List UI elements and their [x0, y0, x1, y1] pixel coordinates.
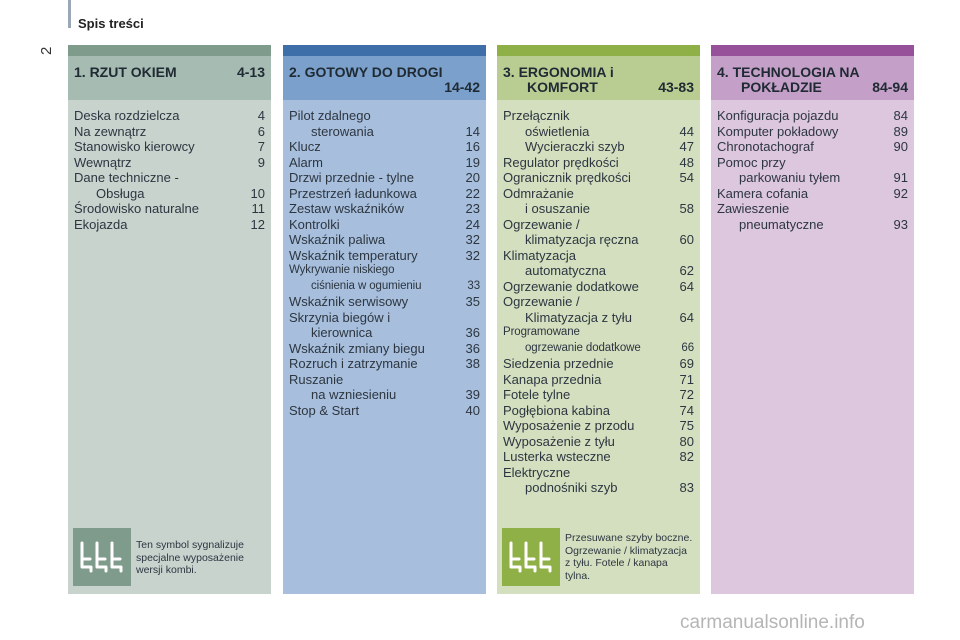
- toc-entry-label: Kanapa przednia: [503, 371, 602, 387]
- toc-entry[interactable]: [503, 124, 694, 140]
- toc-entry[interactable]: [717, 201, 908, 217]
- section-color-bar: [283, 45, 486, 56]
- toc-entry[interactable]: [289, 232, 480, 248]
- toc-entry-label: Wykrywanie niskiego: [289, 264, 395, 276]
- toc-entry-page: 33: [467, 279, 480, 292]
- section-title: 3. ERGONOMIA i: [503, 64, 614, 80]
- toc-entry-page: 35: [465, 294, 480, 309]
- toc-entry[interactable]: [503, 387, 694, 403]
- toc-entry[interactable]: [503, 139, 694, 155]
- toc-entry-label: i osuszanie: [525, 201, 591, 216]
- toc-entry-page: 69: [679, 356, 694, 371]
- toc-entry-label: Klimatyzacja z tyłu: [525, 309, 632, 325]
- toc-entry-page: 48: [679, 154, 694, 170]
- toc-entry-page: 7: [257, 139, 265, 154]
- toc-entry-page: 80: [679, 433, 694, 449]
- toc-entry-page: 84: [893, 108, 908, 123]
- toc-entry-page: 92: [893, 185, 908, 201]
- toc-entry-page: 32: [465, 232, 480, 247]
- toc-entry-page: 6: [257, 123, 265, 139]
- toc-entry[interactable]: [289, 139, 480, 155]
- toc-entry-page: 74: [679, 402, 694, 418]
- toc-entry-label: Wewnątrz: [74, 154, 132, 170]
- toc-entry-label: oświetlenia: [525, 123, 590, 139]
- toc-entry[interactable]: [289, 201, 480, 217]
- toc-entry-label: Pilot zdalnego: [289, 108, 371, 123]
- toc-entry-page: 83: [679, 480, 694, 495]
- toc-entry[interactable]: [503, 480, 694, 496]
- toc-entry-label: Odmrażanie: [503, 185, 574, 201]
- toc-entry[interactable]: [503, 186, 694, 202]
- section-heading[interactable]: [711, 56, 914, 100]
- toc-entry-page: 64: [679, 278, 694, 294]
- toc-entry[interactable]: [289, 217, 480, 233]
- toc-entry[interactable]: [289, 403, 480, 419]
- toc-entry-label: Komputer pokładowy: [717, 123, 839, 139]
- section-note: Ten symbol sygnalizuje specjalne wyposażenie wersji kombi.: [136, 539, 244, 576]
- toc-entry-label: sterowania: [311, 123, 374, 139]
- toc-entry[interactable]: [289, 325, 480, 341]
- toc-entry-label: Siedzenia przednie: [503, 356, 614, 371]
- toc-entry-page: 4: [257, 108, 265, 123]
- toc-entry-page: 36: [465, 325, 480, 340]
- toc-entry[interactable]: [289, 155, 480, 171]
- toc-entry[interactable]: [717, 155, 908, 171]
- toc-entry[interactable]: [503, 310, 694, 326]
- section-range: 43-83: [658, 79, 694, 95]
- toc-entry-label: Kamera cofania: [717, 185, 809, 201]
- toc-entry-label: Obsługa: [96, 185, 145, 201]
- toc-entry-label: Wskaźnik zmiany biegu: [289, 340, 425, 356]
- toc-entry-label: Konfiguracja pojazdu: [717, 108, 839, 123]
- section-range: 14-42: [444, 79, 480, 95]
- toc-entry-label: klimatyzacja ręczna: [525, 232, 639, 247]
- toc-entry-label: ciśnienia w ogumieniu: [311, 279, 422, 292]
- toc-entry-label: Ekojazda: [74, 216, 128, 232]
- toc-entry-page: 23: [465, 201, 480, 216]
- toc-entry-label: Środowisko naturalne: [74, 201, 200, 216]
- toc-entry-page: 75: [679, 418, 694, 433]
- toc-entry-page: 39: [465, 387, 480, 402]
- toc-entry[interactable]: [717, 124, 908, 140]
- toc-entry[interactable]: [74, 124, 265, 140]
- toc-entry-label: Na zewnątrz: [74, 123, 147, 139]
- toc-entry-page: 22: [465, 185, 480, 201]
- toc-entry-page: 19: [465, 154, 480, 170]
- toc-entry-page: 44: [679, 123, 694, 139]
- section-title: 2. GOTOWY DO DROGI: [289, 64, 443, 80]
- toc-entry[interactable]: [503, 232, 694, 248]
- toc-entry-page: 11: [251, 201, 265, 216]
- toc-entry[interactable]: [503, 356, 694, 372]
- section-technologia-na-pokladzie: [711, 45, 914, 594]
- toc-entry-label: Wycieraczki szyb: [525, 139, 625, 154]
- toc-entry-label: Wskaźnik temperatury: [289, 247, 418, 263]
- toc-entry[interactable]: [289, 108, 480, 124]
- toc-entry-page: 47: [679, 139, 694, 154]
- toc-entry-label: Dane techniczne -: [74, 170, 179, 185]
- toc-list: [503, 108, 694, 496]
- section-range: 84-94: [872, 79, 908, 95]
- toc-entry[interactable]: [717, 217, 908, 233]
- section-ergonomia-i-komfort: [497, 45, 700, 594]
- toc-entry[interactable]: [74, 170, 265, 186]
- toc-entry-label: Programowane: [503, 326, 580, 338]
- toc-entry[interactable]: [503, 294, 694, 310]
- toc-entry-page: 24: [465, 216, 480, 232]
- toc-entry-label: Regulator prędkości: [503, 154, 619, 170]
- section-color-bar: [711, 45, 914, 56]
- section-title: 4. TECHNOLOGIA NA: [717, 64, 860, 80]
- toc-list: [717, 108, 908, 232]
- toc-entry-label: Pomoc przy: [717, 154, 786, 170]
- toc-entry-page: 36: [465, 340, 480, 356]
- toc-entry-page: 66: [681, 341, 694, 354]
- seats-icon: [506, 539, 556, 575]
- toc-entry-label: na wzniesieniu: [311, 387, 397, 402]
- toc-entry-page: 16: [465, 139, 480, 154]
- toc-entry-page: 9: [257, 154, 265, 170]
- toc-entry[interactable]: [289, 186, 480, 202]
- toc-entry-label: Ogranicznik prędkości: [503, 170, 631, 185]
- toc-entry-label: Ogrzewanie /: [503, 294, 580, 309]
- toc-entry[interactable]: [289, 294, 480, 310]
- toc-entry-label: Drzwi przednie - tylne: [289, 170, 414, 185]
- toc-entry-label: Chronotachograf: [717, 139, 814, 154]
- toc-entry-page: 62: [679, 263, 694, 278]
- section-heading[interactable]: [68, 56, 271, 100]
- toc-entry[interactable]: [289, 387, 480, 403]
- toc-entry[interactable]: [289, 124, 480, 140]
- toc-entry[interactable]: [503, 341, 694, 357]
- toc-entry-page: 90: [893, 139, 908, 154]
- toc-entry-label: Wyposażenie z przodu: [503, 418, 635, 433]
- section-title-line2: POKŁADZIE: [741, 79, 822, 95]
- toc-entry-label: Deska rozdzielcza: [74, 108, 180, 123]
- toc-entry[interactable]: [503, 279, 694, 295]
- toc-entry-label: Przestrzeń ładunkowa: [289, 185, 417, 201]
- section-range: 4-13: [236, 64, 265, 80]
- toc-entry[interactable]: [289, 341, 480, 357]
- toc-entry-label: Wskaźnik serwisowy: [289, 294, 409, 309]
- toc-entry[interactable]: [74, 217, 265, 233]
- section-heading[interactable]: [497, 56, 700, 100]
- toc-entry-page: 12: [250, 216, 265, 232]
- toc-entry[interactable]: [503, 434, 694, 450]
- toc-entry-label: Lusterka wsteczne: [503, 449, 611, 464]
- toc-list: [289, 108, 480, 418]
- toc-entry[interactable]: [289, 248, 480, 264]
- toc-entry[interactable]: [503, 155, 694, 171]
- toc-entry[interactable]: [503, 263, 694, 279]
- toc-entry[interactable]: [289, 356, 480, 372]
- toc-entry-label: Ogrzewanie /: [503, 216, 580, 232]
- toc-entry-label: ogrzewanie dodatkowe: [525, 341, 641, 354]
- seats-icon: [77, 539, 127, 575]
- toc-entry-label: Ruszanie: [289, 371, 344, 387]
- watermark: carmanualsonline.info: [680, 612, 865, 633]
- section-gotowy-do-drogi: [283, 45, 486, 594]
- toc-entry-label: Rozruch i zatrzymanie: [289, 356, 418, 371]
- toc-entry-label: parkowaniu tyłem: [739, 170, 841, 185]
- toc-entry-label: Zestaw wskaźników: [289, 201, 404, 216]
- toc-entry[interactable]: [503, 372, 694, 388]
- header-side-line: [68, 0, 71, 28]
- toc-entry-page: 58: [679, 201, 694, 216]
- toc-entry-page: 71: [679, 371, 694, 387]
- toc-entry-page: 91: [893, 170, 908, 185]
- toc-entry-page: 10: [250, 185, 265, 201]
- section-heading[interactable]: [283, 56, 486, 100]
- toc-entry[interactable]: [74, 186, 265, 202]
- toc-entry-label: Zawieszenie: [717, 201, 790, 216]
- toc-entry[interactable]: [717, 108, 908, 124]
- toc-entry-label: Wyposażenie z tyłu: [503, 433, 615, 449]
- seats-icon-box: [502, 528, 560, 586]
- toc-list: [74, 108, 265, 232]
- section-title: 1. RZUT OKIEM: [74, 64, 177, 80]
- toc-entry[interactable]: [717, 170, 908, 186]
- toc-entry[interactable]: [74, 155, 265, 171]
- toc-entry-page: 89: [893, 123, 908, 139]
- section-color-bar: [497, 45, 700, 56]
- toc-entry[interactable]: [503, 418, 694, 434]
- toc-entry-label: automatyczna: [525, 263, 606, 278]
- toc-entry-label: Elektryczne: [503, 464, 571, 480]
- toc-entry-page: 60: [679, 232, 694, 247]
- toc-entry-label: Wskaźnik paliwa: [289, 232, 386, 247]
- toc-entry[interactable]: [503, 108, 694, 124]
- toc-entry-label: Przełącznik: [503, 108, 570, 123]
- toc-entry-page: 32: [465, 247, 480, 263]
- toc-entry-page: 64: [679, 309, 694, 325]
- toc-entry[interactable]: [74, 139, 265, 155]
- section-title-line2: KOMFORT: [527, 79, 598, 95]
- toc-entry-page: 82: [679, 449, 694, 464]
- toc-entry-label: Ogrzewanie dodatkowe: [503, 278, 639, 294]
- toc-entry[interactable]: [503, 465, 694, 481]
- toc-entry-page: 40: [465, 402, 480, 418]
- toc-entry-label: pneumatyczne: [739, 216, 824, 232]
- toc-entry[interactable]: [74, 108, 265, 124]
- toc-entry[interactable]: [717, 186, 908, 202]
- section-rzut-okiem: [68, 45, 271, 594]
- toc-entry-page: 38: [465, 356, 480, 371]
- toc-entry-label: Pogłębiona kabina: [503, 402, 610, 418]
- toc-entry-page: 93: [893, 216, 908, 232]
- toc-entry-label: podnośniki szyb: [525, 480, 618, 495]
- toc-entry-label: Kontrolki: [289, 216, 340, 232]
- toc-entry-label: Skrzynia biegów i: [289, 309, 391, 325]
- toc-entry-label: Stop & Start: [289, 402, 360, 418]
- toc-entry[interactable]: [503, 201, 694, 217]
- seats-icon-box: [73, 528, 131, 586]
- toc-entry-page: 54: [679, 170, 694, 185]
- toc-entry[interactable]: [503, 325, 694, 341]
- toc-entry[interactable]: [503, 217, 694, 233]
- toc-entry[interactable]: [289, 310, 480, 326]
- toc-entry[interactable]: [503, 170, 694, 186]
- toc-entry[interactable]: [74, 201, 265, 217]
- toc-entry[interactable]: [503, 403, 694, 419]
- page-title: Spis treści: [78, 16, 144, 31]
- page-number: 2: [38, 46, 55, 55]
- toc-entry-label: Klucz: [289, 139, 321, 154]
- toc-entry[interactable]: [289, 279, 480, 295]
- toc-entry-label: Stanowisko kierowcy: [74, 139, 195, 154]
- section-color-bar: [68, 45, 271, 56]
- toc-entry[interactable]: [717, 139, 908, 155]
- toc-entry-page: 72: [679, 387, 694, 402]
- toc-entry[interactable]: [503, 248, 694, 264]
- toc-entry-label: kierownica: [311, 325, 373, 340]
- toc-entry-label: Klimatyzacja: [503, 247, 576, 263]
- section-note: Przesuwane szyby boczne. Ogrzewanie / klimatyzacja z tyłu. Fotele / kanapa tylna.: [565, 532, 693, 582]
- toc-entry-label: Fotele tylne: [503, 387, 571, 402]
- toc-entry[interactable]: [289, 263, 480, 279]
- toc-entry-page: 14: [465, 123, 480, 139]
- toc-entry[interactable]: [289, 170, 480, 186]
- toc-entry[interactable]: [503, 449, 694, 465]
- toc-entry-page: 20: [465, 170, 480, 185]
- toc-entry[interactable]: [289, 372, 480, 388]
- toc-entry-label: Alarm: [289, 154, 323, 170]
